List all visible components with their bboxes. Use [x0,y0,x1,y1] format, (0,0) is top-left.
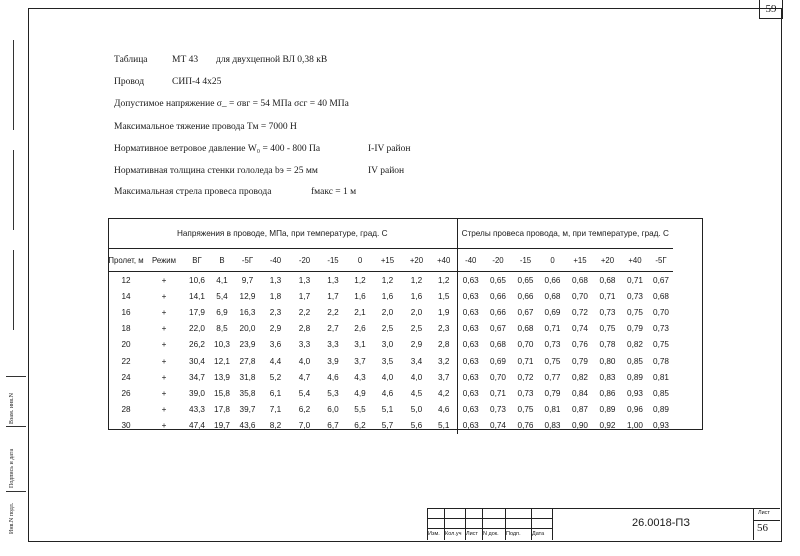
span-cell: 30 [121,421,131,431]
sag-cell: 0,63 [457,353,484,369]
sag-cell: 0,69 [490,356,506,366]
stress-cell: 4,0 [410,372,423,382]
sag-cell: 0,93 [627,388,643,398]
stress-cell: 10,3 [214,340,230,350]
sag-cell: 0,79 [544,388,561,398]
sag-col-header: -20 [484,249,512,272]
sag-cell: 0,96 [627,405,643,415]
stress-cell: 3,4 [410,356,423,366]
table-row [108,369,673,385]
sag-cell: 0,71 [490,388,506,398]
sag-col-header: 0 [539,249,566,272]
sag-cell: 0,75 [544,356,561,366]
sag-cell: 0,93 [653,421,669,431]
stress-cell: 1,6 [381,291,394,301]
stress-cell: 2,0 [381,307,394,317]
sag-cell: 0,70 [490,372,506,382]
mode-cell: + [161,356,167,366]
sag-cell: 0,71 [627,275,643,285]
stress-cell: 2,8 [298,324,311,334]
stress-cell: 3,7 [438,372,450,382]
stress-cell: 1,8 [269,291,282,301]
sag-cell: 0,82 [572,372,588,382]
stress-cell: 5,4 [216,291,228,301]
stress-cell: 5,6 [410,421,423,431]
sag-cell: 0,78 [653,356,669,366]
stress-cell: 3,3 [298,340,311,350]
sag-cell: 0,63 [457,369,484,385]
sag-cell: 0,81 [653,372,669,382]
sag-cell: 0,68 [490,340,506,350]
stress-cell: 4,7 [298,372,311,382]
stress-cell: 6,0 [327,405,339,415]
span-cell: 12 [121,275,131,285]
span-cell: 28 [121,405,131,415]
sag-cell: 0,74 [572,324,588,334]
stress-cell: 4,2 [438,388,450,398]
sag-cell: 0,79 [627,324,643,334]
sag-cell: 0,73 [653,324,669,334]
span-cell: 20 [121,340,131,350]
stress-cell: 4,4 [269,356,282,366]
sag-cell: 0,63 [457,304,484,320]
stress-cell: 17,8 [214,405,230,415]
stress-cell: 2,0 [410,307,423,317]
stress-cell: 39,7 [239,405,256,415]
stress-cell: 7,1 [269,405,282,415]
stress-col-header: ВГ [184,249,210,272]
stress-cell: 6,2 [354,421,366,431]
stress-cell: 20,0 [239,324,256,334]
sag-cell: 0,75 [627,307,643,317]
span-cell: 24 [121,372,131,382]
stress-cell: 8,5 [216,324,228,334]
sag-cell: 0,70 [572,291,588,301]
stress-cell: 26,2 [189,340,205,350]
stress-cell: 2,9 [269,324,282,334]
sag-cell: 0,63 [457,385,484,401]
sag-cell: 1,00 [627,421,643,431]
stress-cell: 5,1 [438,421,450,431]
stress-cell: 2,7 [327,324,339,334]
stress-cell: 3,3 [327,340,339,350]
sag-cell: 0,79 [572,356,588,366]
stress-cell: 6,7 [327,421,339,431]
sag-cell: 0,76 [572,340,588,350]
margin-line [13,40,14,130]
original-inv-label: Инв.N подл. [9,502,15,534]
stamp-column-label: Подп. [506,531,521,537]
col-span-header: Пролет, м [108,249,144,272]
stress-cell: 22,0 [189,324,205,334]
stress-cell: 9,7 [241,275,254,285]
stress-cell: 12,9 [239,291,256,301]
sag-cell: 0,70 [653,307,669,317]
stress-cell: 10,6 [189,275,205,285]
sag-cell: 0,85 [627,356,643,366]
stress-cell: 5,7 [381,421,394,431]
sag-cell: 0,82 [627,340,643,350]
stress-cell: 17,9 [189,307,205,317]
sag-cell: 0,84 [572,388,588,398]
sag-cell: 0,85 [653,388,669,398]
stress-cell: 2,9 [410,340,423,350]
margin-line [13,150,14,230]
stress-cell: 5,0 [410,405,423,415]
replace-inv-label: Взам. инв.N [9,393,15,424]
stress-cell: 13,9 [214,372,230,382]
mode-cell: + [161,388,167,398]
stress-group-header: Напряжения в проводе, МПа, при температуре, град. С [108,218,457,249]
stress-cell: 2,6 [354,324,366,334]
span-cell: 16 [121,307,131,317]
stress-cell: 1,6 [354,291,366,301]
sag-col-header: -15 [512,249,539,272]
mode-cell: + [161,307,167,317]
stamp-column-label: Кол.уч [445,531,462,537]
stress-cell: 3,2 [438,356,450,366]
binding-sidebar [6,376,26,536]
col-mode-header: Режим [144,249,184,272]
sag-cell: 0,75 [517,405,534,415]
sag-cell: 0,77 [544,372,561,382]
sag-col-header: +20 [594,249,621,272]
stress-cell: 1,3 [327,275,339,285]
sheet-number: 56 [757,522,768,534]
table-row [108,304,673,320]
stress-cell: 1,6 [410,291,423,301]
sag-cell: 0,65 [490,275,506,285]
stress-cell: 4,1 [216,275,228,285]
sag-cell: 0,71 [517,356,534,366]
table-code: МТ 43 [172,55,199,65]
stress-cell: 3,0 [381,340,394,350]
sag-col-header: +40 [621,249,649,272]
stress-cell: 5,2 [269,372,282,382]
stress-cell: 5,3 [327,388,339,398]
stress-cell: 2,5 [410,324,423,334]
max-sag-label: Максимальная стрела провеса провода [114,187,272,197]
sag-cell: 0,68 [653,291,669,301]
sag-cell: 0,89 [627,372,643,382]
stress-cell: 8,2 [269,421,282,431]
stress-cell: 47,4 [189,421,205,431]
stress-col-header: В [210,249,234,272]
sag-cell: 0,66 [517,291,534,301]
stress-cell: 3,9 [327,356,339,366]
stress-col-header: +15 [373,249,402,272]
wind-pressure: Нормативное ветровое давление W₀ = 400 - 800 Па [114,144,321,154]
stress-cell: 5,1 [381,405,394,415]
stress-cell: 3,6 [269,340,282,350]
stress-cell: 1,3 [269,275,282,285]
stress-cell: 1,2 [381,275,394,285]
stress-cell: 23,9 [239,340,256,350]
signature-date-label: Подпись и дата [9,448,15,488]
stress-col-header: +20 [402,249,431,272]
mode-cell: + [161,405,167,415]
table-label: Таблица [114,55,148,65]
stress-cell: 2,1 [354,307,366,317]
table-row [108,321,673,337]
sag-cell: 0,92 [599,421,616,431]
sag-cell: 0,74 [490,421,506,431]
document-code: 26.0018-ПЗ [632,517,690,529]
stress-cell: 5,4 [298,388,311,398]
table-row [108,353,673,369]
sag-cell: 0,90 [572,421,588,431]
stress-cell: 27,8 [239,356,256,366]
stress-cell: 1,7 [327,291,339,301]
stress-cell: 3,5 [381,356,394,366]
sag-cell: 0,73 [627,291,643,301]
span-cell: 26 [121,388,131,398]
wind-region: I-IV район [368,144,411,154]
stress-cell: 4,3 [354,372,366,382]
stress-cell: 4,6 [381,388,394,398]
sag-cell: 0,63 [457,321,484,337]
table-row [108,418,673,434]
stress-cell: 6,9 [216,307,228,317]
span-cell: 18 [121,324,131,334]
table-row [108,385,673,401]
sag-cell: 0,66 [490,291,506,301]
data-table [108,218,673,434]
sag-cell: 0,72 [517,372,534,382]
stress-cell: 1,5 [438,291,450,301]
sag-cell: 0,67 [517,307,534,317]
stress-cell: 1,2 [438,275,450,285]
sag-cell: 0,75 [653,340,669,350]
stress-cell: 1,9 [438,307,450,317]
stress-cell: 34,7 [189,372,205,382]
sag-cell: 0,68 [544,291,561,301]
stress-cell: 12,1 [214,356,230,366]
stress-cell: 6,1 [269,388,282,398]
sag-cell: 0,63 [457,272,484,289]
stress-cell: 2,3 [438,324,450,334]
sag-cell: 0,68 [517,324,534,334]
sag-cell: 0,68 [599,275,616,285]
mode-cell: + [161,340,167,350]
stress-cell: 39,0 [189,388,205,398]
table-row [108,402,673,418]
stress-cell: 3,1 [354,340,366,350]
sag-cell: 0,68 [572,275,588,285]
stress-cell: 19,7 [214,421,230,431]
page-number: 59 [759,0,783,19]
sag-cell: 0,73 [544,340,561,350]
stress-cell: 31,8 [239,372,256,382]
stress-cell: 15,8 [214,388,230,398]
stress-cell: 43,3 [189,405,205,415]
sag-cell: 0,63 [457,402,484,418]
sag-cell: 0,63 [457,337,484,353]
sag-cell: 0,66 [490,307,506,317]
stress-cell: 1,2 [354,275,366,285]
sag-cell: 0,81 [544,405,561,415]
sag-cell: 0,71 [599,291,616,301]
sag-cell: 0,73 [517,388,534,398]
stress-cell: 35,8 [239,388,256,398]
sag-cell: 0,67 [490,324,506,334]
stress-cell: 4,5 [410,388,423,398]
mode-cell: + [161,324,167,334]
span-cell: 22 [121,356,131,366]
stress-cell: 1,3 [298,275,311,285]
table-row [108,272,673,289]
sag-cell: 0,80 [599,356,616,366]
sag-cell: 0,76 [517,421,534,431]
mode-cell: + [161,372,167,382]
sag-cell: 0,83 [544,421,561,431]
stamp-column-label: Лист [466,531,478,537]
sag-col-header: -40 [457,249,484,272]
stress-cell: 5,5 [354,405,366,415]
table-description: для двухцепной ВЛ 0,38 кВ [216,55,328,65]
stress-cell: 4,0 [298,356,311,366]
stress-cell: 16,3 [239,307,256,317]
mode-cell: + [161,291,167,301]
stress-cell: 2,5 [381,324,394,334]
stress-cell: 2,2 [327,307,339,317]
stamp-column-label: N док. [483,531,499,537]
sag-cell: 0,66 [544,275,561,285]
sag-cell: 0,73 [599,307,616,317]
sag-cell: 0,83 [599,372,616,382]
sag-cell: 0,89 [599,405,616,415]
stress-cell: 7,0 [298,421,311,431]
span-cell: 14 [121,291,131,301]
sag-cell: 0,78 [599,340,616,350]
mode-cell: + [161,421,167,431]
table-row [108,337,673,353]
stress-cell: 4,9 [354,388,366,398]
mode-cell: + [161,275,167,285]
stress-cell: 6,2 [298,405,311,415]
sag-cell: 0,65 [517,275,534,285]
wire-type: СИП-4 4х25 [172,77,222,87]
stress-col-header: -5Г [234,249,261,272]
wire-label: Провод [114,77,145,87]
stress-col-header: -20 [290,249,319,272]
max-tension: Максимальное тяжение провода Тм = 7000 Н [114,122,297,132]
sag-cell: 0,72 [572,307,588,317]
stress-cell: 14,1 [189,291,205,301]
stress-col-header: +40 [431,249,457,272]
stress-cell: 30,4 [189,356,205,366]
sag-group-header: Стрелы провеса провода, м, при температуре, град. С [457,218,673,249]
ice-region: IV район [368,166,405,176]
sag-cell: 0,69 [544,307,561,317]
table-row [108,288,673,304]
stress-cell: 4,0 [381,372,394,382]
sag-cell: 0,70 [517,340,534,350]
stress-cell: 1,7 [298,291,311,301]
title-block [427,508,780,540]
sag-cell: 0,87 [572,405,588,415]
sag-col-header: -5Г [649,249,673,272]
sag-cell: 0,63 [457,288,484,304]
sag-cell: 0,75 [599,324,616,334]
margin-line [13,250,14,330]
sag-cell: 0,67 [653,275,669,285]
sag-cell: 0,89 [653,405,669,415]
stress-cell: 4,6 [327,372,339,382]
stress-col-header: -15 [319,249,347,272]
stress-cell: 3,7 [354,356,366,366]
stamp-column-label: Дата [532,531,545,537]
sag-cell: 0,86 [599,388,616,398]
sag-cell: 0,73 [490,405,506,415]
stress-col-header: -40 [261,249,290,272]
stress-cell: 1,2 [410,275,423,285]
allowed-stress: Допустимое напряжение σ_ = σвг = 54 МПа σсг = 40 МПа [114,99,349,109]
stress-cell: 2,2 [298,307,311,317]
max-sag-value: fмакс = 1 м [311,187,357,197]
stress-col-header: 0 [347,249,373,272]
stamp-column-label: Изм. [428,531,440,537]
sheet-label: Лист [758,510,770,516]
sag-cell: 0,63 [457,418,484,434]
stress-cell: 2,8 [438,340,450,350]
sag-col-header: +15 [566,249,594,272]
ice-thickness: Нормативная толщина стенки гололеда bэ = 25 мм [114,166,318,176]
stress-cell: 4,6 [438,405,450,415]
sag-cell: 0,71 [544,324,561,334]
stress-cell: 43,6 [239,421,256,431]
stress-cell: 2,3 [269,307,282,317]
